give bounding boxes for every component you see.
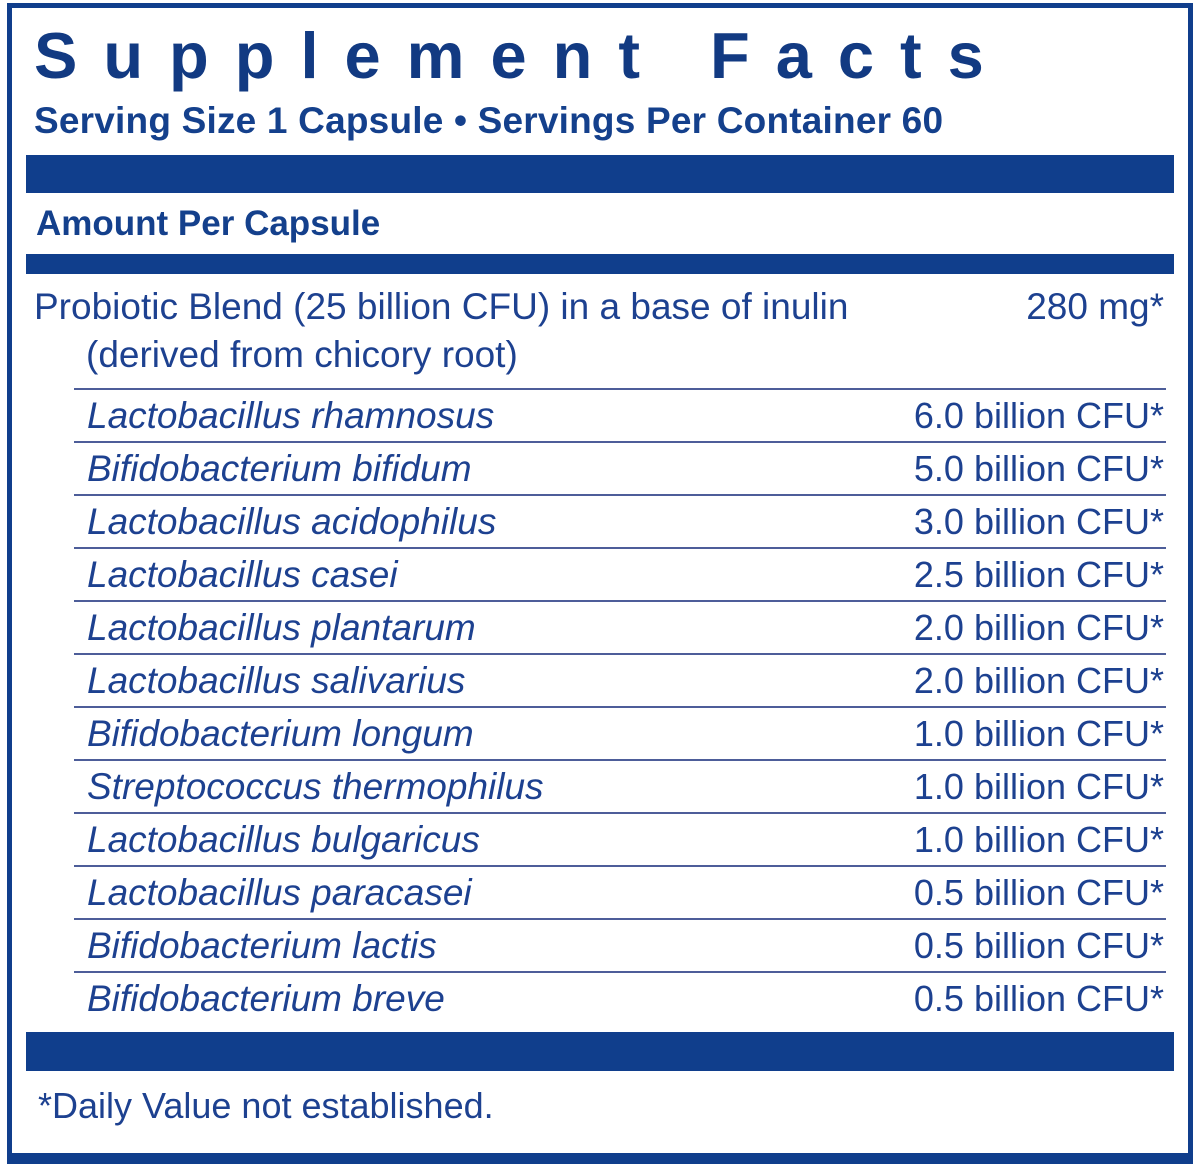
ingredient-row bbox=[74, 812, 1166, 865]
ingredient-name: Lactobacillus salivarius bbox=[87, 659, 466, 701]
ingredient-name: Bifidobacterium bifidum bbox=[87, 447, 472, 489]
ingredient-name: Lactobacillus rhamnosus bbox=[87, 394, 495, 436]
ingredient-name: Bifidobacterium longum bbox=[87, 712, 474, 754]
ingredient-row bbox=[74, 441, 1166, 494]
daily-value-footnote: *Daily Value not established. bbox=[38, 1085, 494, 1127]
ingredient-row bbox=[74, 918, 1166, 971]
ingredient-row bbox=[74, 388, 1166, 441]
blend-source: (derived from chicory root) bbox=[86, 334, 518, 376]
serving-size-line: Serving Size 1 Capsule • Servings Per Container 60 bbox=[34, 100, 944, 142]
ingredient-name: Bifidobacterium lactis bbox=[87, 924, 437, 966]
ingredient-amount: 3.0 billion CFU* bbox=[913, 500, 1164, 542]
ingredient-amount: 2.5 billion CFU* bbox=[913, 553, 1164, 595]
ingredient-amount: 2.0 billion CFU* bbox=[913, 606, 1164, 648]
supplement-facts-panel bbox=[7, 3, 1193, 1164]
ingredient-name: Lactobacillus plantarum bbox=[87, 606, 476, 648]
probiotic-blend-section bbox=[34, 286, 1166, 376]
ingredient-amount: 0.5 billion CFU* bbox=[913, 871, 1164, 913]
ingredient-row bbox=[74, 494, 1166, 547]
ingredient-name: Lactobacillus paracasei bbox=[87, 871, 472, 913]
ingredient-amount: 5.0 billion CFU* bbox=[913, 447, 1164, 489]
ingredient-amount: 1.0 billion CFU* bbox=[913, 818, 1164, 860]
ingredient-row bbox=[74, 653, 1166, 706]
blend-name: Probiotic Blend (25 billion CFU) in a base of inulin bbox=[34, 286, 849, 328]
ingredient-amount: 2.0 billion CFU* bbox=[913, 659, 1164, 701]
ingredient-name: Lactobacillus casei bbox=[87, 553, 398, 595]
ingredient-list bbox=[34, 388, 1166, 1024]
ingredient-amount: 0.5 billion CFU* bbox=[913, 977, 1164, 1019]
ingredient-name: Lactobacillus bulgaricus bbox=[87, 818, 480, 860]
section-divider-bar bbox=[26, 254, 1174, 274]
ingredient-row bbox=[74, 971, 1166, 1024]
ingredient-row bbox=[74, 600, 1166, 653]
ingredient-amount: 1.0 billion CFU* bbox=[913, 765, 1164, 807]
ingredient-row bbox=[74, 865, 1166, 918]
amount-per-capsule-header: Amount Per Capsule bbox=[36, 204, 381, 244]
ingredient-amount: 1.0 billion CFU* bbox=[913, 712, 1164, 754]
supplement-facts-title: Supplement Facts bbox=[34, 19, 1010, 92]
ingredient-row bbox=[74, 547, 1166, 600]
blend-row bbox=[34, 286, 1166, 328]
header-divider-bar bbox=[26, 155, 1174, 193]
blend-amount: 280 mg* bbox=[1026, 286, 1164, 328]
ingredient-name: Streptococcus thermophilus bbox=[87, 765, 544, 807]
ingredient-row bbox=[74, 759, 1166, 812]
footer-divider-bar bbox=[26, 1032, 1174, 1071]
ingredient-amount: 6.0 billion CFU* bbox=[913, 394, 1164, 436]
ingredient-row bbox=[74, 706, 1166, 759]
ingredient-name: Bifidobacterium breve bbox=[87, 977, 445, 1019]
ingredient-name: Lactobacillus acidophilus bbox=[87, 500, 497, 542]
ingredient-amount: 0.5 billion CFU* bbox=[913, 924, 1164, 966]
